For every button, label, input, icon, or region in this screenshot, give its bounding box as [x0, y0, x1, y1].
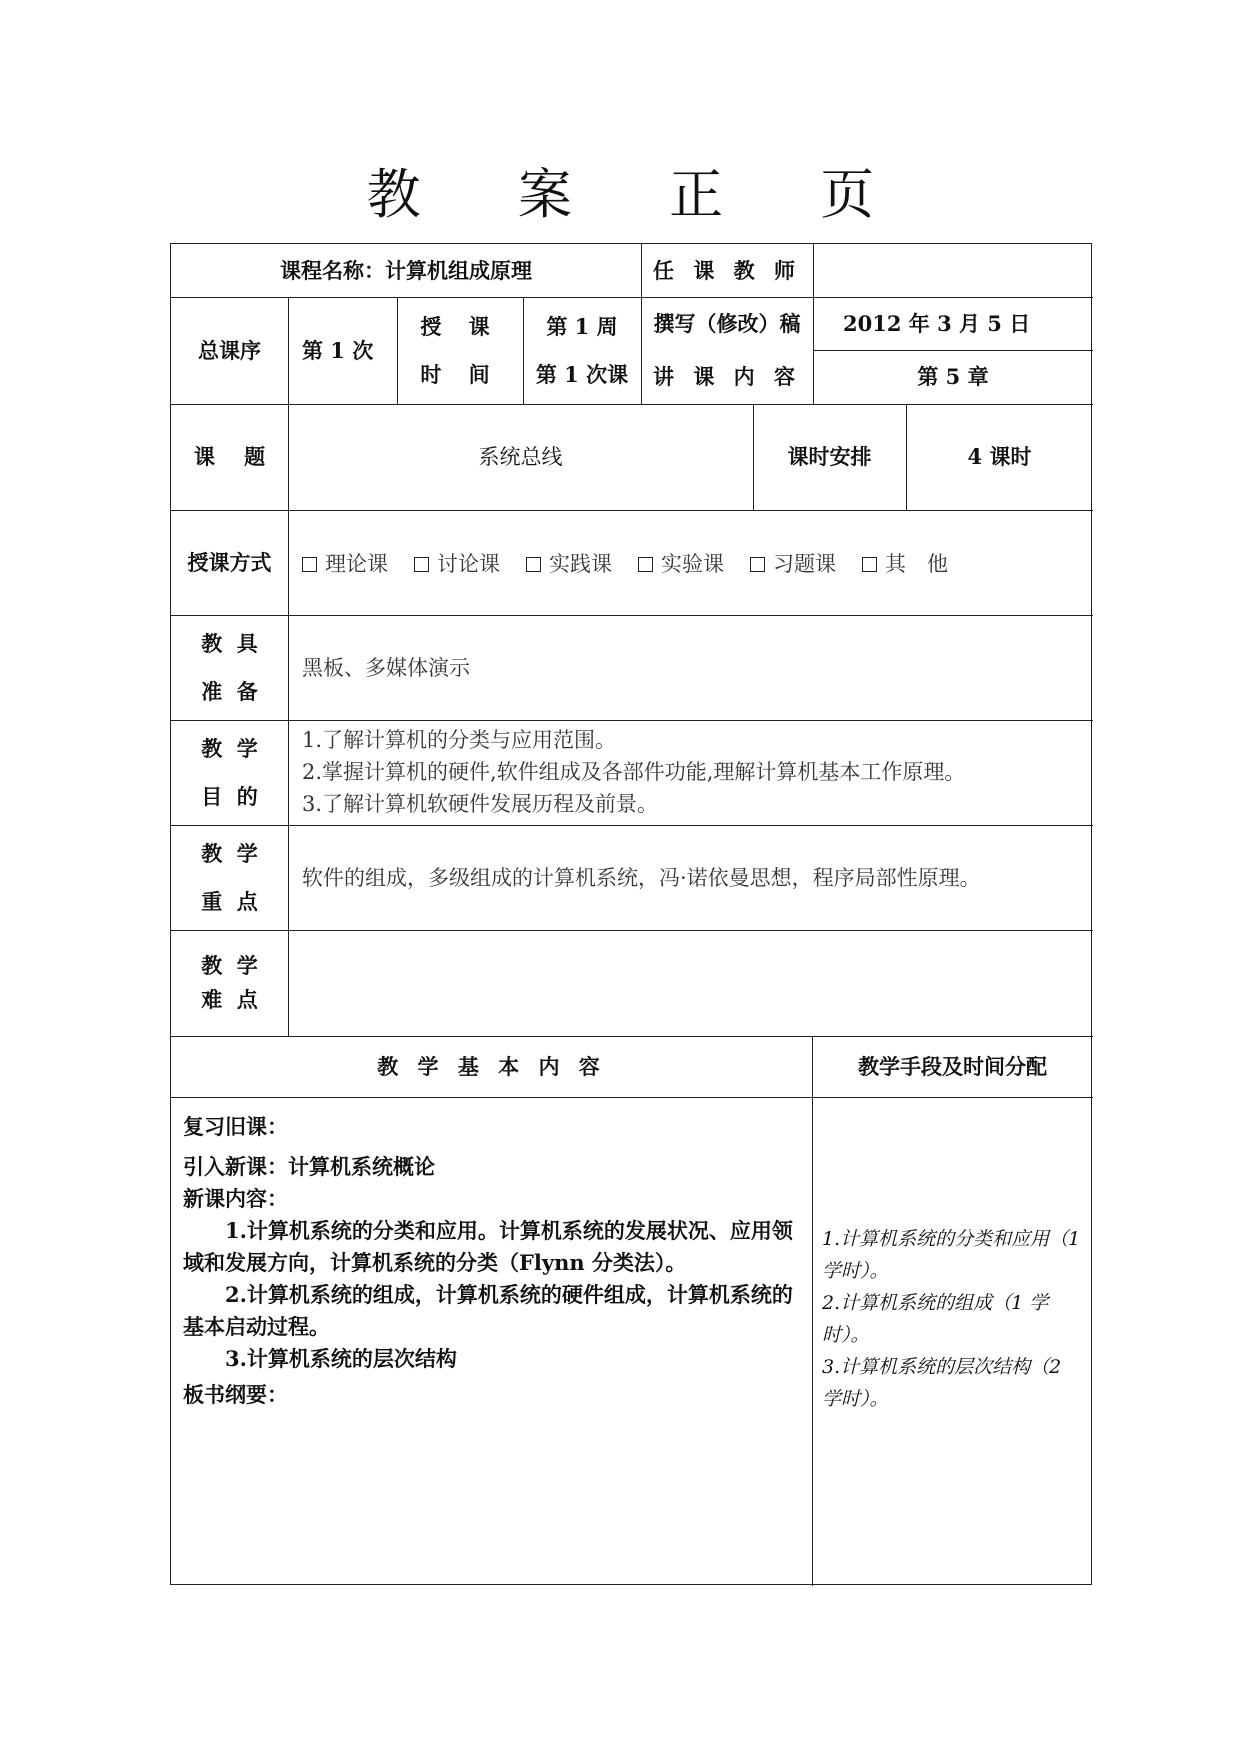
- checkbox-icon[interactable]: [302, 557, 317, 572]
- week-value: 第 1 周: [546, 313, 618, 339]
- topic-label: 课 题: [193, 444, 266, 469]
- teaching-method-label: 授课方式: [187, 549, 272, 575]
- chapter-value: 第 5 章: [917, 364, 989, 389]
- method-option-practice[interactable]: 实践课: [526, 548, 612, 578]
- class-time-label-line1: 授 课: [420, 313, 500, 339]
- hours-value: 4 课时: [967, 444, 1032, 469]
- lesson-value: 第 1 次课: [535, 361, 629, 387]
- hours-label: 课时安排: [787, 444, 872, 469]
- checkbox-icon[interactable]: [750, 557, 765, 572]
- difficulty-label: [171, 930, 288, 1036]
- focus-label-line2: 重 点: [201, 888, 258, 914]
- course-name-label: 课程名称：计算机组成原理: [280, 257, 532, 283]
- class-time-label-line2: 时 间: [420, 361, 500, 387]
- tools-label: [171, 615, 288, 720]
- goal-item: 3.了解计算机软硬件发展历程及前景。: [302, 792, 659, 816]
- checkbox-icon[interactable]: [414, 557, 429, 572]
- method-option-exercise[interactable]: 习题课: [750, 548, 836, 578]
- method-option-discussion[interactable]: 讨论课: [414, 548, 500, 578]
- time-note-2: 2.计算机系统的组成（1 学时）。: [822, 1292, 1049, 1346]
- goals-label: [171, 720, 288, 825]
- course-order-value: 第 1 次: [302, 337, 374, 363]
- method-option-lab[interactable]: 实验课: [638, 548, 724, 578]
- intro-line: 引入新课：计算机系统概论: [183, 1154, 435, 1179]
- class-time-label: [397, 297, 523, 404]
- checkbox-icon[interactable]: [638, 557, 653, 572]
- focus-label-line1: 教 学: [201, 840, 258, 866]
- checkbox-icon[interactable]: [526, 557, 541, 572]
- tools-value: 黑板、多媒体演示: [302, 655, 470, 680]
- teaching-method-options: [288, 510, 1093, 615]
- lecture-content-label: 讲 课 内 容: [653, 364, 801, 389]
- topic-value: 系统总线: [478, 445, 563, 469]
- teacher-label: 任 课 教 师: [653, 257, 801, 283]
- time-note-1: 1.计算机系统的分类和应用（1 学时）。: [822, 1228, 1081, 1282]
- method-option-other[interactable]: 其 他: [862, 548, 948, 578]
- goals-label-line1: 教 学: [201, 735, 258, 761]
- difficulty-label-line2: 难 点: [201, 987, 258, 1012]
- goals-list: [288, 720, 1093, 825]
- goals-label-line2: 目 的: [201, 783, 258, 809]
- draft-label: 撰写（修改）稿: [653, 310, 801, 336]
- content-item-3: 3.计算机系统的层次结构: [225, 1346, 457, 1371]
- draft-date: 2012 年 3 月 5 日: [843, 310, 1031, 336]
- content-header: 教 学 基 本 内 容: [377, 1053, 606, 1079]
- method-option-theory[interactable]: 理论课: [302, 548, 388, 578]
- content-item-2: 2.计算机系统的组成，计算机系统的硬件组成，计算机系统的基本启动过程。: [183, 1282, 793, 1339]
- teacher-value[interactable]: [813, 244, 1093, 297]
- page-title: 教 案 正 页: [366, 163, 915, 226]
- class-time-value: [523, 297, 641, 404]
- content-body: [171, 1097, 812, 1586]
- board-outline-line: 板书纲要：: [183, 1382, 288, 1407]
- course-order-label: 总课序: [198, 337, 261, 363]
- method-time-header: 教学手段及时间分配: [858, 1053, 1047, 1079]
- tools-label-line2: 准 备: [201, 678, 258, 704]
- difficulty-label-line1: 教 学: [201, 953, 258, 978]
- review-line: 复习旧课：: [183, 1114, 288, 1139]
- focus-value: 软件的组成，多级组成的计算机系统，冯·诺依曼思想，程序局部性原理。: [302, 865, 981, 890]
- focus-label: [171, 825, 288, 930]
- goal-item: 2.掌握计算机的硬件,软件组成及各部件功能,理解计算机基本工作原理。: [302, 760, 966, 784]
- tools-label-line1: 教 具: [201, 630, 258, 656]
- goal-item: 1.了解计算机的分类与应用范围。: [302, 728, 617, 752]
- time-allocation: [812, 1097, 1093, 1586]
- difficulty-value[interactable]: [288, 930, 1093, 1036]
- time-note-3: 3.计算机系统的层次结构（2 学时）。: [822, 1356, 1062, 1410]
- content-item-1: 1.计算机系统的分类和应用。计算机系统的发展状况、应用领域和发展方向，计算机系统的分类（Flynn 分类法）。: [183, 1218, 793, 1275]
- new-content-line: 新课内容：: [183, 1186, 288, 1211]
- lesson-plan-table: [170, 243, 1092, 1585]
- checkbox-icon[interactable]: [862, 557, 877, 572]
